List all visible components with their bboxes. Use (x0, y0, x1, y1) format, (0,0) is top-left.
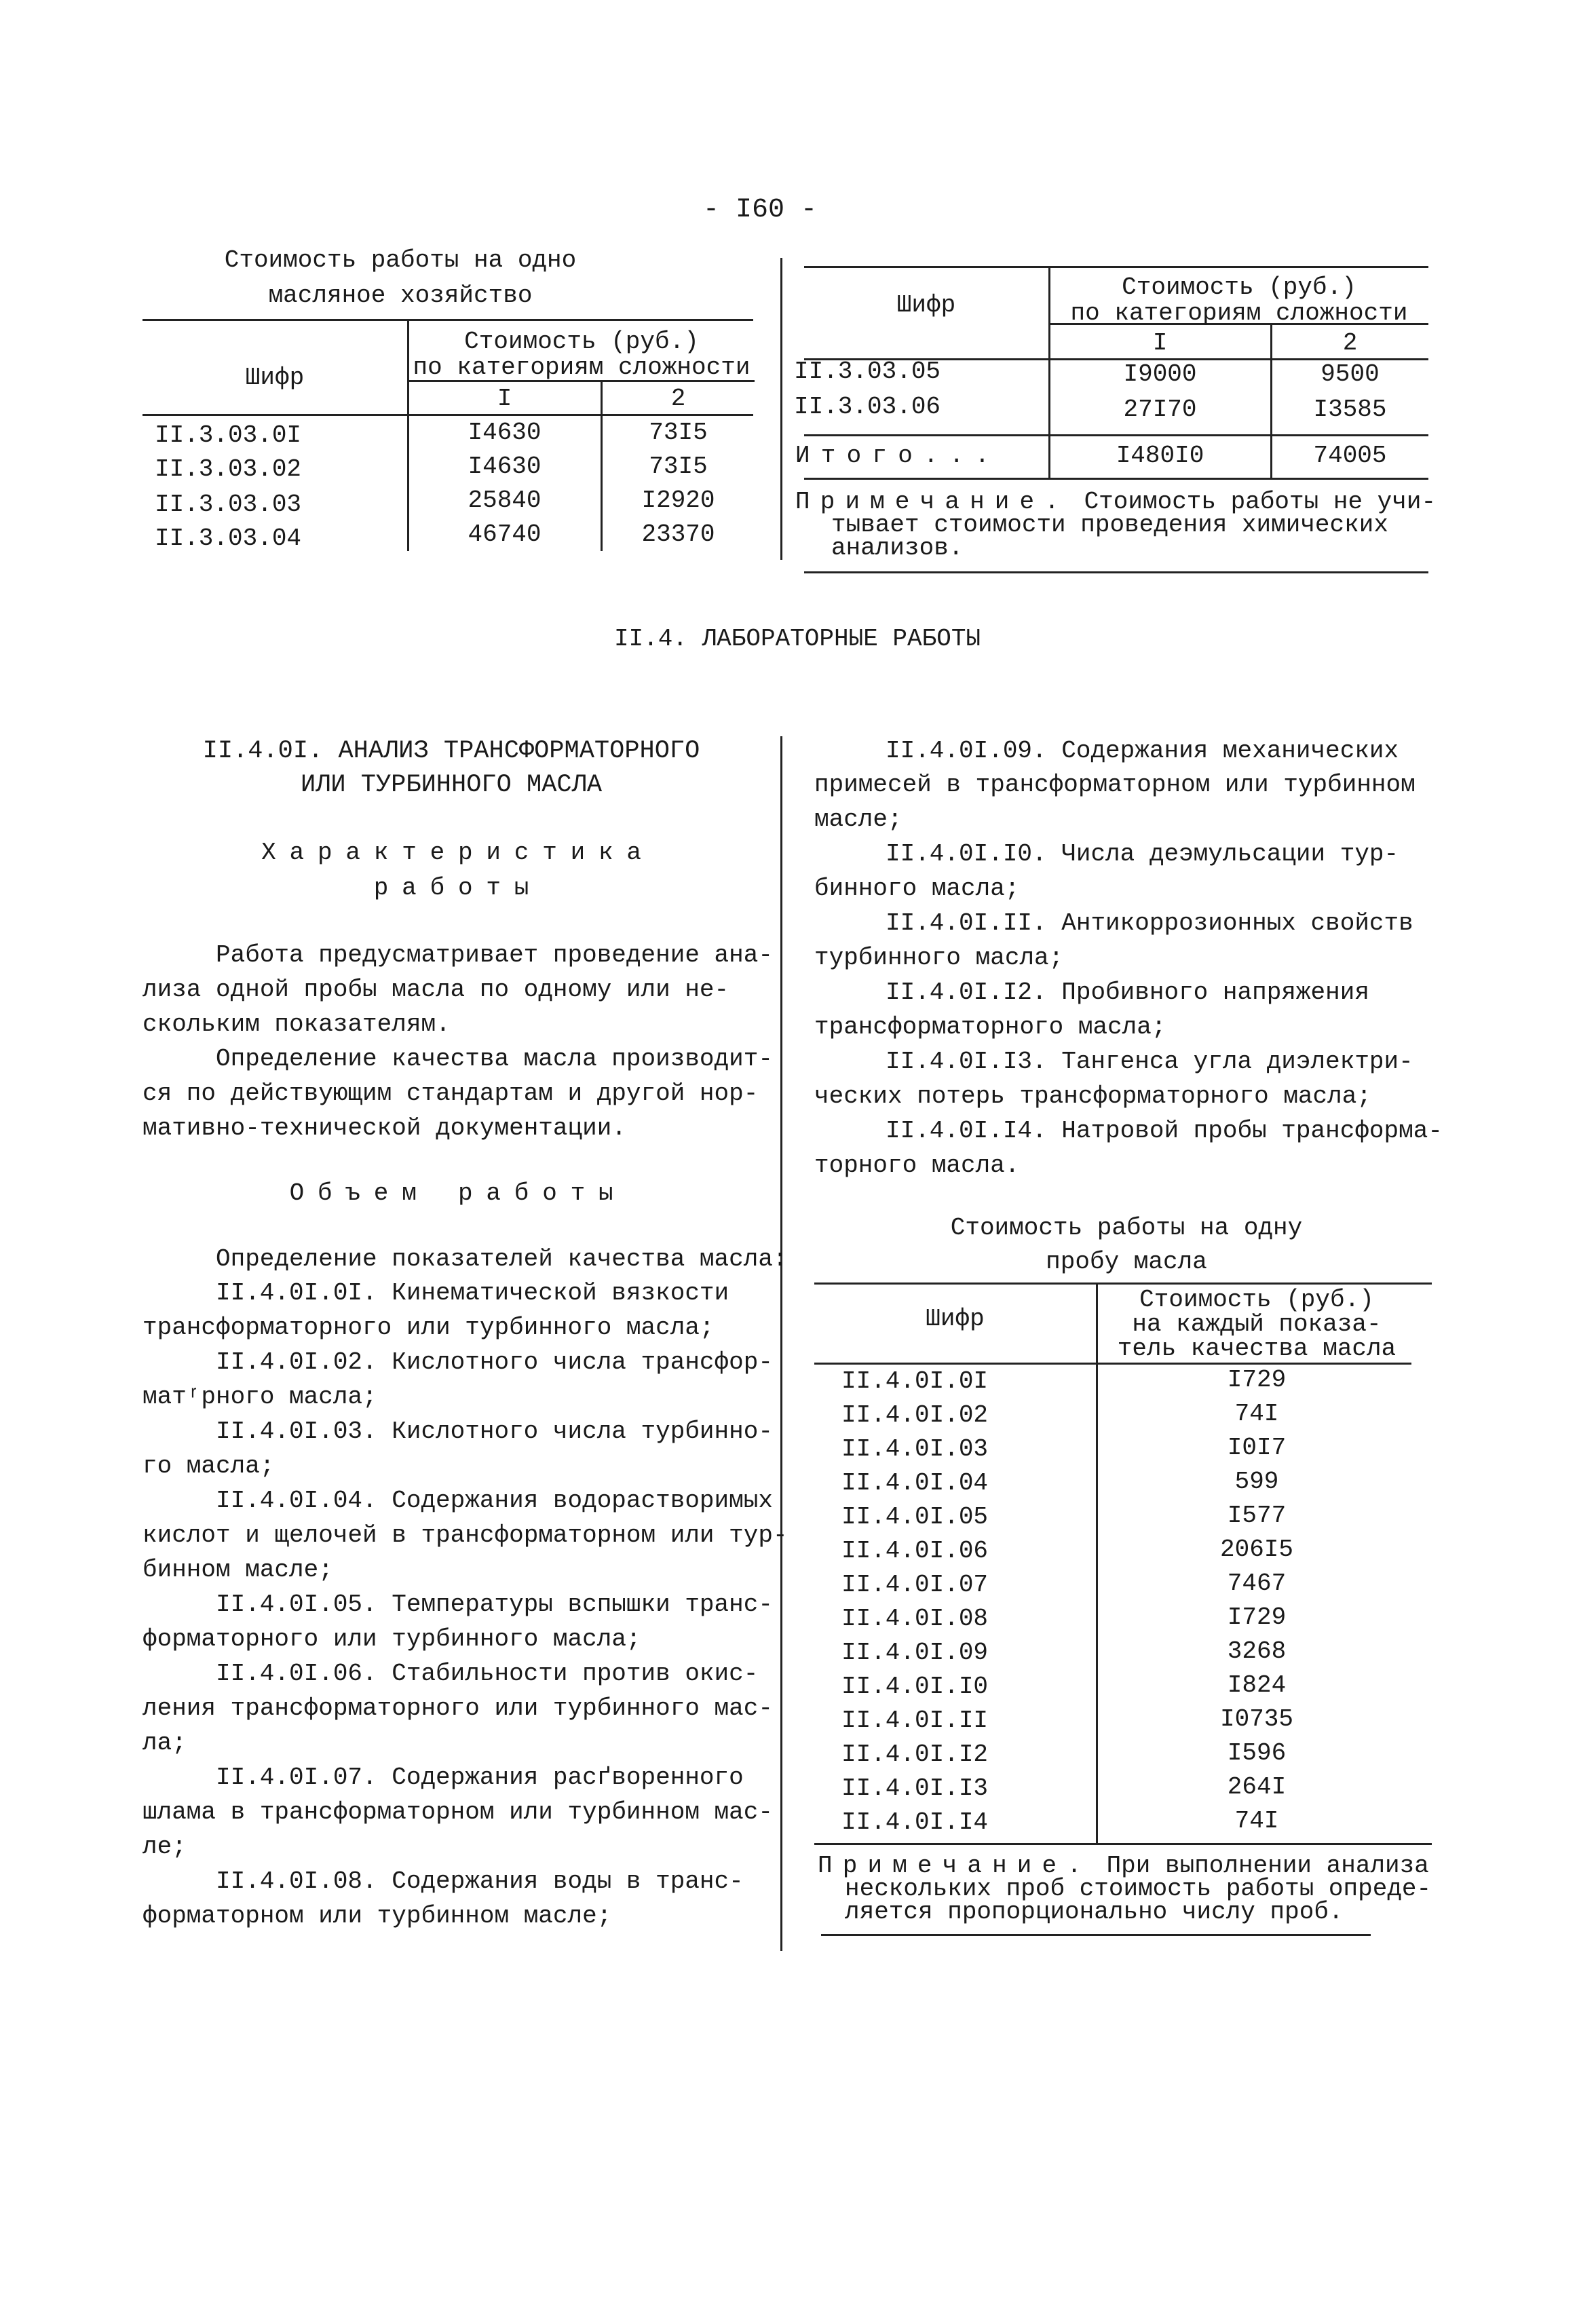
table3-note-line3: ляется пропорционально числу проб. (845, 1898, 1344, 1926)
table1-head-cat2: 2 (670, 385, 686, 413)
table1-top-rule (142, 319, 753, 321)
table-cell-value: 7467 (1227, 1570, 1287, 1597)
table3-head-cost-line3: тель качества масла (1117, 1335, 1396, 1363)
table-cell-code: II.3.03.04 (155, 525, 302, 552)
table-cell-value: 264I (1227, 1773, 1287, 1801)
table-cell-code: II.3.03.05 (794, 358, 941, 385)
table-cell-value: I2920 (641, 487, 715, 514)
table-cell-value: I4630 (468, 453, 542, 480)
paragraph-line: бинном масле; (142, 1556, 333, 1584)
paragraph-line: ла; (142, 1729, 187, 1757)
table2-note-line1: Стоимость работы не учи- (1084, 488, 1437, 516)
table-cell-code: II.4.0I.06 (841, 1537, 989, 1565)
table-cell-value: I577 (1227, 1502, 1287, 1530)
table3-head-cost-line2: на каждый показа- (1132, 1310, 1382, 1338)
table-cell-value: 3268 (1227, 1637, 1287, 1665)
table2-top-rule (804, 266, 1428, 268)
table-cell-code: II.4.0I.04 (841, 1469, 989, 1497)
paragraph-line: кислот и щелочей в трансформаторном или тур- (142, 1521, 788, 1549)
volume-title: Объем работы (289, 1179, 627, 1207)
table-cell-value: 73I5 (649, 453, 708, 480)
table1-head-cat1: I (497, 385, 512, 413)
table3-bottom-rule (814, 1843, 1432, 1845)
table2-head-cost-line2: по категориям сложности (1070, 299, 1408, 327)
paragraph-line: мативно-технической документации. (142, 1114, 626, 1142)
table3-head-shifr: Шифр (926, 1305, 985, 1333)
table3-head-cost-line1: Стоимость (руб.) (1139, 1286, 1374, 1314)
table-cell-code: II.3.03.02 (155, 455, 302, 483)
table3-caption-line1: Стоимость работы на одну (950, 1214, 1303, 1242)
paragraph-line: II.4.0I.I0. Числа деэмульсации тур- (886, 840, 1399, 868)
paragraph-line: шлама в трансформаторном или турбинном мас- (142, 1798, 773, 1826)
table-cell-value: I0I7 (1227, 1434, 1287, 1462)
table3-caption-line2: пробу масла (1046, 1248, 1207, 1276)
table-cell-value: I0735 (1219, 1705, 1294, 1733)
table2-bottom-rule (804, 571, 1428, 573)
paragraph-line: примесей в трансформаторном или турбинном (814, 771, 1416, 799)
section-title: II.4. ЛАБОРАТОРНЫЕ РАБОТЫ (613, 625, 981, 653)
table-cell-value: I824 (1227, 1671, 1287, 1699)
table3-note-line2: нескольких проб стоимость работы опреде- (845, 1875, 1432, 1903)
characteristics-title-line2: работы (373, 874, 543, 902)
table-cell-value: 73I5 (649, 419, 708, 446)
table-cell-code: II.4.0I.07 (841, 1571, 989, 1599)
table3-top-rule (814, 1282, 1432, 1285)
paragraph-line: матʳрного масла; (142, 1383, 377, 1411)
page-number: - I60 - (702, 195, 818, 225)
paragraph-line: форматорном или турбинном масле; (142, 1902, 612, 1930)
paragraph-line: II.4.0I.I4. Натровой пробы трансформа- (886, 1117, 1443, 1145)
table-cell-code: II.4.0I.03 (841, 1435, 989, 1463)
paragraph-line: II.4.0I.05. Температуры вспышки транс- (216, 1591, 773, 1618)
table-cell-value: 599 (1234, 1468, 1279, 1496)
table1-head-shifr: Шифр (245, 364, 305, 392)
table-cell-code: II.4.0I.08 (841, 1605, 989, 1633)
table-cell-code: II.4.0I.I3 (841, 1774, 989, 1802)
table2-total-c2: 74005 (1313, 442, 1387, 470)
table-cell-value: 74I (1234, 1807, 1279, 1835)
paragraph-line: II.4.0I.02. Кислотного числа трансфор- (216, 1348, 773, 1376)
table-cell-value: I3585 (1313, 396, 1387, 423)
table-cell-value: 74I (1234, 1400, 1279, 1428)
table-cell-code: II.4.0I.I2 (841, 1741, 989, 1768)
table1-head-cost-line2: по категориям сложности (413, 354, 750, 381)
paragraph-line: турбинного масла; (814, 944, 1064, 972)
paragraph-line: II.4.0I.II. Антикоррозионных свойств (886, 909, 1413, 937)
table3-head-rule (814, 1363, 1411, 1365)
table2-total-c1: I480I0 (1116, 442, 1204, 470)
table2-note-label: Примечание. (795, 488, 1069, 516)
table3-note-label: Примечание. (818, 1852, 1092, 1880)
table-cell-value: 25840 (468, 487, 542, 514)
column-separator-main (780, 736, 782, 1951)
paragraph-line: го масла; (142, 1452, 275, 1480)
table-cell-value: 46740 (468, 520, 542, 548)
paragraph-line: ческих потерь трансформаторного масла; (814, 1082, 1371, 1110)
column-separator-top (780, 258, 782, 560)
characteristics-title-line1: Характеристика (261, 839, 655, 867)
table2-note-line3: анализов. (831, 534, 964, 562)
paragraph-line: скольким показателям. (142, 1010, 451, 1038)
paragraph-line: Работа предусматривает проведение ана- (216, 941, 773, 969)
table-cell-code: II.4.0I.0I (841, 1367, 989, 1395)
table1-head-rule (142, 414, 753, 416)
paragraph-line: ления трансформаторного или турбинного мас- (142, 1694, 773, 1722)
table-cell-value: I4630 (468, 419, 542, 446)
paragraph-line: II.4.0I.0I. Кинематической вязкости (216, 1279, 729, 1307)
table2-head-cost-line1: Стоимость (руб.) (1122, 273, 1356, 301)
table-cell-code: II.4.0I.II (841, 1707, 989, 1734)
table-cell-code: II.3.03.03 (155, 491, 302, 518)
table-cell-value: I729 (1227, 1603, 1287, 1631)
paragraph-line: ле; (142, 1833, 187, 1861)
table1-head-cost-line1: Стоимость (руб.) (464, 328, 699, 356)
table-cell-code: II.4.0I.05 (841, 1503, 989, 1531)
table-cell-value: 9500 (1320, 360, 1380, 388)
table-cell-value: 206I5 (1219, 1536, 1294, 1563)
table-cell-code: II.3.03.06 (794, 393, 941, 421)
table2-head-cat1: I (1152, 329, 1168, 357)
paragraph-line: лиза одной пробы масла по одному или не- (142, 976, 729, 1004)
table-cell-code: II.4.0I.I0 (841, 1673, 989, 1700)
paragraph-line: II.4.0I.I3. Тангенса угла диэлектри- (886, 1048, 1413, 1076)
table3-note-line1: При выполнении анализа (1106, 1852, 1429, 1880)
table2-head-shifr: Шифр (896, 291, 956, 319)
paragraph-line: форматорного или турбинного масла; (142, 1625, 641, 1653)
paragraph-line: масле; (814, 805, 902, 833)
paragraph-line: бинного масла; (814, 875, 1020, 902)
table1-caption-line2: масляное хозяйство (268, 282, 533, 309)
left-heading-line2: ИЛИ ТУРБИННОГО МАСЛА (300, 771, 603, 799)
left-heading-line1: II.4.0I. АНАЛИЗ ТРАНСФОРМАТОРНОГО (202, 737, 700, 765)
paragraph-line: II.4.0I.03. Кислотного числа турбинно- (216, 1418, 773, 1445)
table-cell-value: I729 (1227, 1366, 1287, 1394)
paragraph-line: II.4.0I.I2. Пробивного напряжения (886, 978, 1369, 1006)
paragraph-line: II.4.0I.06. Стабильности против окис- (216, 1660, 759, 1688)
table-cell-code: II.4.0I.02 (841, 1401, 989, 1429)
paragraph-line: II.4.0I.04. Содержания водорастворимых (216, 1487, 773, 1515)
table1-caption-line1: Стоимость работы на одно (224, 246, 577, 274)
paragraph-line: II.4.0I.08. Содержания воды в транс- (216, 1867, 744, 1895)
paragraph-line: Определение качества масла производит- (216, 1045, 773, 1073)
table2-total-rule-top (804, 434, 1428, 436)
table-cell-value: I9000 (1123, 360, 1197, 388)
paragraph-line: трансформаторного или турбинного масла; (142, 1314, 715, 1342)
paragraph-line: торного масла. (814, 1152, 1020, 1179)
table2-note-line2: тывает стоимости проведения химических (831, 511, 1388, 539)
table-cell-value: I596 (1227, 1739, 1287, 1767)
table2-total-rule-bottom (804, 478, 1428, 480)
paragraph-line: Определение показателей качества масла: (216, 1245, 788, 1273)
paragraph-line: II.4.0I.09. Содержания механических (886, 737, 1399, 765)
paragraph-line: II.4.0I.07. Содержания расґворенного (216, 1764, 744, 1791)
paragraph-line: трансформаторного масла; (814, 1013, 1166, 1041)
table-cell-code: II.4.0I.09 (841, 1639, 989, 1667)
table2-head-cat2: 2 (1342, 329, 1358, 357)
table2-total-label: Итого... (795, 442, 1001, 470)
paragraph-line: ся по действующим стандартам и другой нор- (142, 1080, 759, 1107)
table-cell-value: 23370 (641, 520, 715, 548)
table-cell-value: 27I70 (1123, 396, 1197, 423)
table-cell-code: II.3.03.0I (155, 421, 302, 449)
table3-note-rule (821, 1934, 1371, 1936)
table-cell-code: II.4.0I.I4 (841, 1808, 989, 1836)
